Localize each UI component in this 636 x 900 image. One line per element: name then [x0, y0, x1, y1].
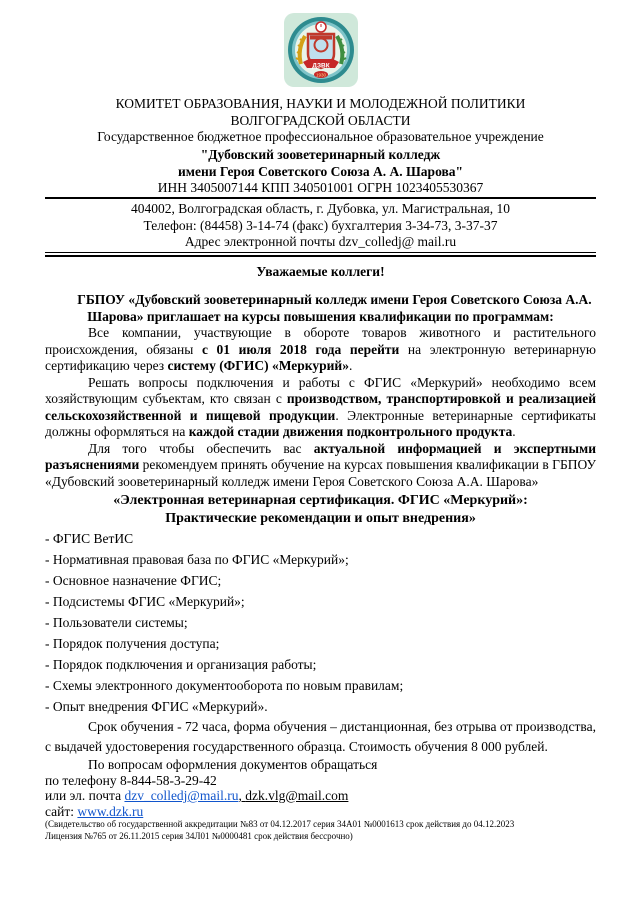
paragraph-certification [45, 325, 596, 375]
p3-seg2: рекомендуем принять обучение на курсах повышения квалификации в ГБПОУ «Дубовский зооветеринарный колледж имени Героя Советского Союза А.А. Шарова» [45, 457, 596, 489]
p1-seg3-bold: систему (ФГИС) «Меркурий» [167, 358, 349, 373]
topic-item: - ФГИС ВетИС [45, 531, 134, 546]
topic-item: - Порядок подключения и организация работы; [45, 657, 317, 672]
emblem-abbr-text: ДЗВК [311, 62, 330, 70]
divider-thick [45, 252, 596, 257]
email-secondary: dzk.vlg@mail.com [245, 788, 349, 803]
p2-seg0: Решать вопросы подключения и работы с ФГИС «Меркурий» необходимо всем хозяйствующим субъектам, кто связан с [45, 374, 596, 406]
p1-seg1-bold: с 01 июля 2018 года перейти [201, 341, 400, 357]
header-email: Адрес электронной почты dzv_colledj@ mail.ru [184, 234, 457, 249]
divider-thin [45, 197, 596, 199]
p3-seg0: Для того чтобы обеспечить вас [88, 440, 314, 456]
course-title-line2: Практические рекомендации и опыт внедрения» [165, 511, 476, 526]
paragraph-terms: Срок обучения - 72 часа, форма обучения – дистанционная, без отрыва от производства, с выдачей удостоверения государственного образца. Стоимость обучения 8 000 рублей. [45, 719, 596, 754]
college-name-line1: "Дубовский зооветеринарный колледж [200, 146, 441, 162]
committee-name-line2: ВОЛГОГРАДСКОЙ ОБЛАСТИ [230, 112, 411, 128]
email-separator: , [238, 788, 246, 803]
p2-seg3-bold: каждой стадии движения подконтрольного продукта [188, 424, 513, 439]
accreditation-fineprint-line1: (Свидетельство об государственной аккредитации №83 от 04.12.2017 серия 34А01 №0001613 срок действия до 04.12.2023 [45, 819, 515, 829]
emblem-year-text: 1930 [315, 72, 326, 78]
p2-seg1-bold: производством, транспортировкой и реализацией сельскохозяйственной и пищевой продукции [45, 391, 597, 423]
topic-item: - Основное назначение ФГИС; [45, 573, 222, 588]
website-link[interactable]: www.dzk.ru [77, 803, 144, 819]
topic-item: - Схемы электронного документооборота по новым правилам; [45, 678, 404, 693]
salutation: Уважаемые коллеги! [256, 263, 385, 279]
paragraph-recommendation [45, 441, 596, 491]
topic-item: - Опыт внедрения ФГИС «Меркурий». [45, 699, 268, 714]
p1-seg0: Все компании, участвующие в обороте товаров животного и растительного происхождения, обязаны [45, 325, 596, 357]
topic-item: - Нормативная правовая база по ФГИС «Меркурий»; [45, 552, 349, 567]
contact-phone: по телефону 8-844-58-3-29-42 [45, 772, 217, 788]
contact-email-line [45, 788, 596, 804]
org-type: Государственное бюджетное профессиональное образовательное учреждение [97, 129, 544, 144]
course-title-line1: «Электронная ветеринарная сертификация. ФГИС «Меркурий»: [113, 493, 528, 508]
topic-item: - Подсистемы ФГИС «Меркурий»; [45, 594, 245, 609]
p1-seg2: на электронную ветеринарную сертификацию через [45, 341, 597, 373]
p3-seg1-bold: актуальной информацией и экспертными разъяснениями [45, 440, 596, 472]
college-name-line2: имени Героя Советского Союза А. А. Шарова" [177, 163, 464, 179]
contact-intro: По вопросам оформления документов обращаться [88, 757, 378, 772]
p2-seg2: . Электронные ветеринарные сертификаты должны оформляться на [45, 407, 596, 439]
email-link-primary[interactable]: dzv_colledj@mail.ru [124, 788, 239, 803]
invitation-paragraph: ГБПОУ «Дубовский зооветеринарный колледж имени Героя Советского Союза А.А. Шарова» приглашает на курсы повышения квалификации по программам: [77, 292, 592, 324]
registration-numbers: ИНН 3405007144 КПП 340501001 ОГРН 1023405530367 [157, 179, 484, 195]
topic-item: - Пользователи системы; [45, 615, 188, 630]
p2-seg4: . [512, 424, 516, 439]
logo-container [45, 12, 596, 93]
committee-name-line1: КОМИТЕТ ОБРАЗОВАНИЯ, НАУКИ И МОЛОДЕЖНОЙ ПОЛИТИКИ [115, 96, 526, 111]
postal-address: 404002, Волгоградская область, г. Дубовка, ул. Магистральная, 10 [131, 201, 510, 216]
topics-list [45, 528, 596, 717]
p1-seg4: . [348, 358, 353, 373]
accreditation-fineprint-line2: Лицензия №765 от 26.11.2015 серия 34Л01 №0000481 срок действия бессрочно) [45, 830, 353, 841]
paragraph-subjects [45, 375, 596, 441]
email-prefix: или эл. почта [45, 788, 125, 803]
phone-numbers: Телефон: (84458) 3-14-74 (факс) бухгалтерия 3-34-73, 3-37-37 [143, 217, 498, 233]
site-prefix: сайт: [45, 803, 78, 819]
college-emblem-icon [283, 12, 359, 88]
topic-item: - Порядок получения доступа; [45, 636, 220, 651]
contact-site-line [45, 804, 596, 820]
